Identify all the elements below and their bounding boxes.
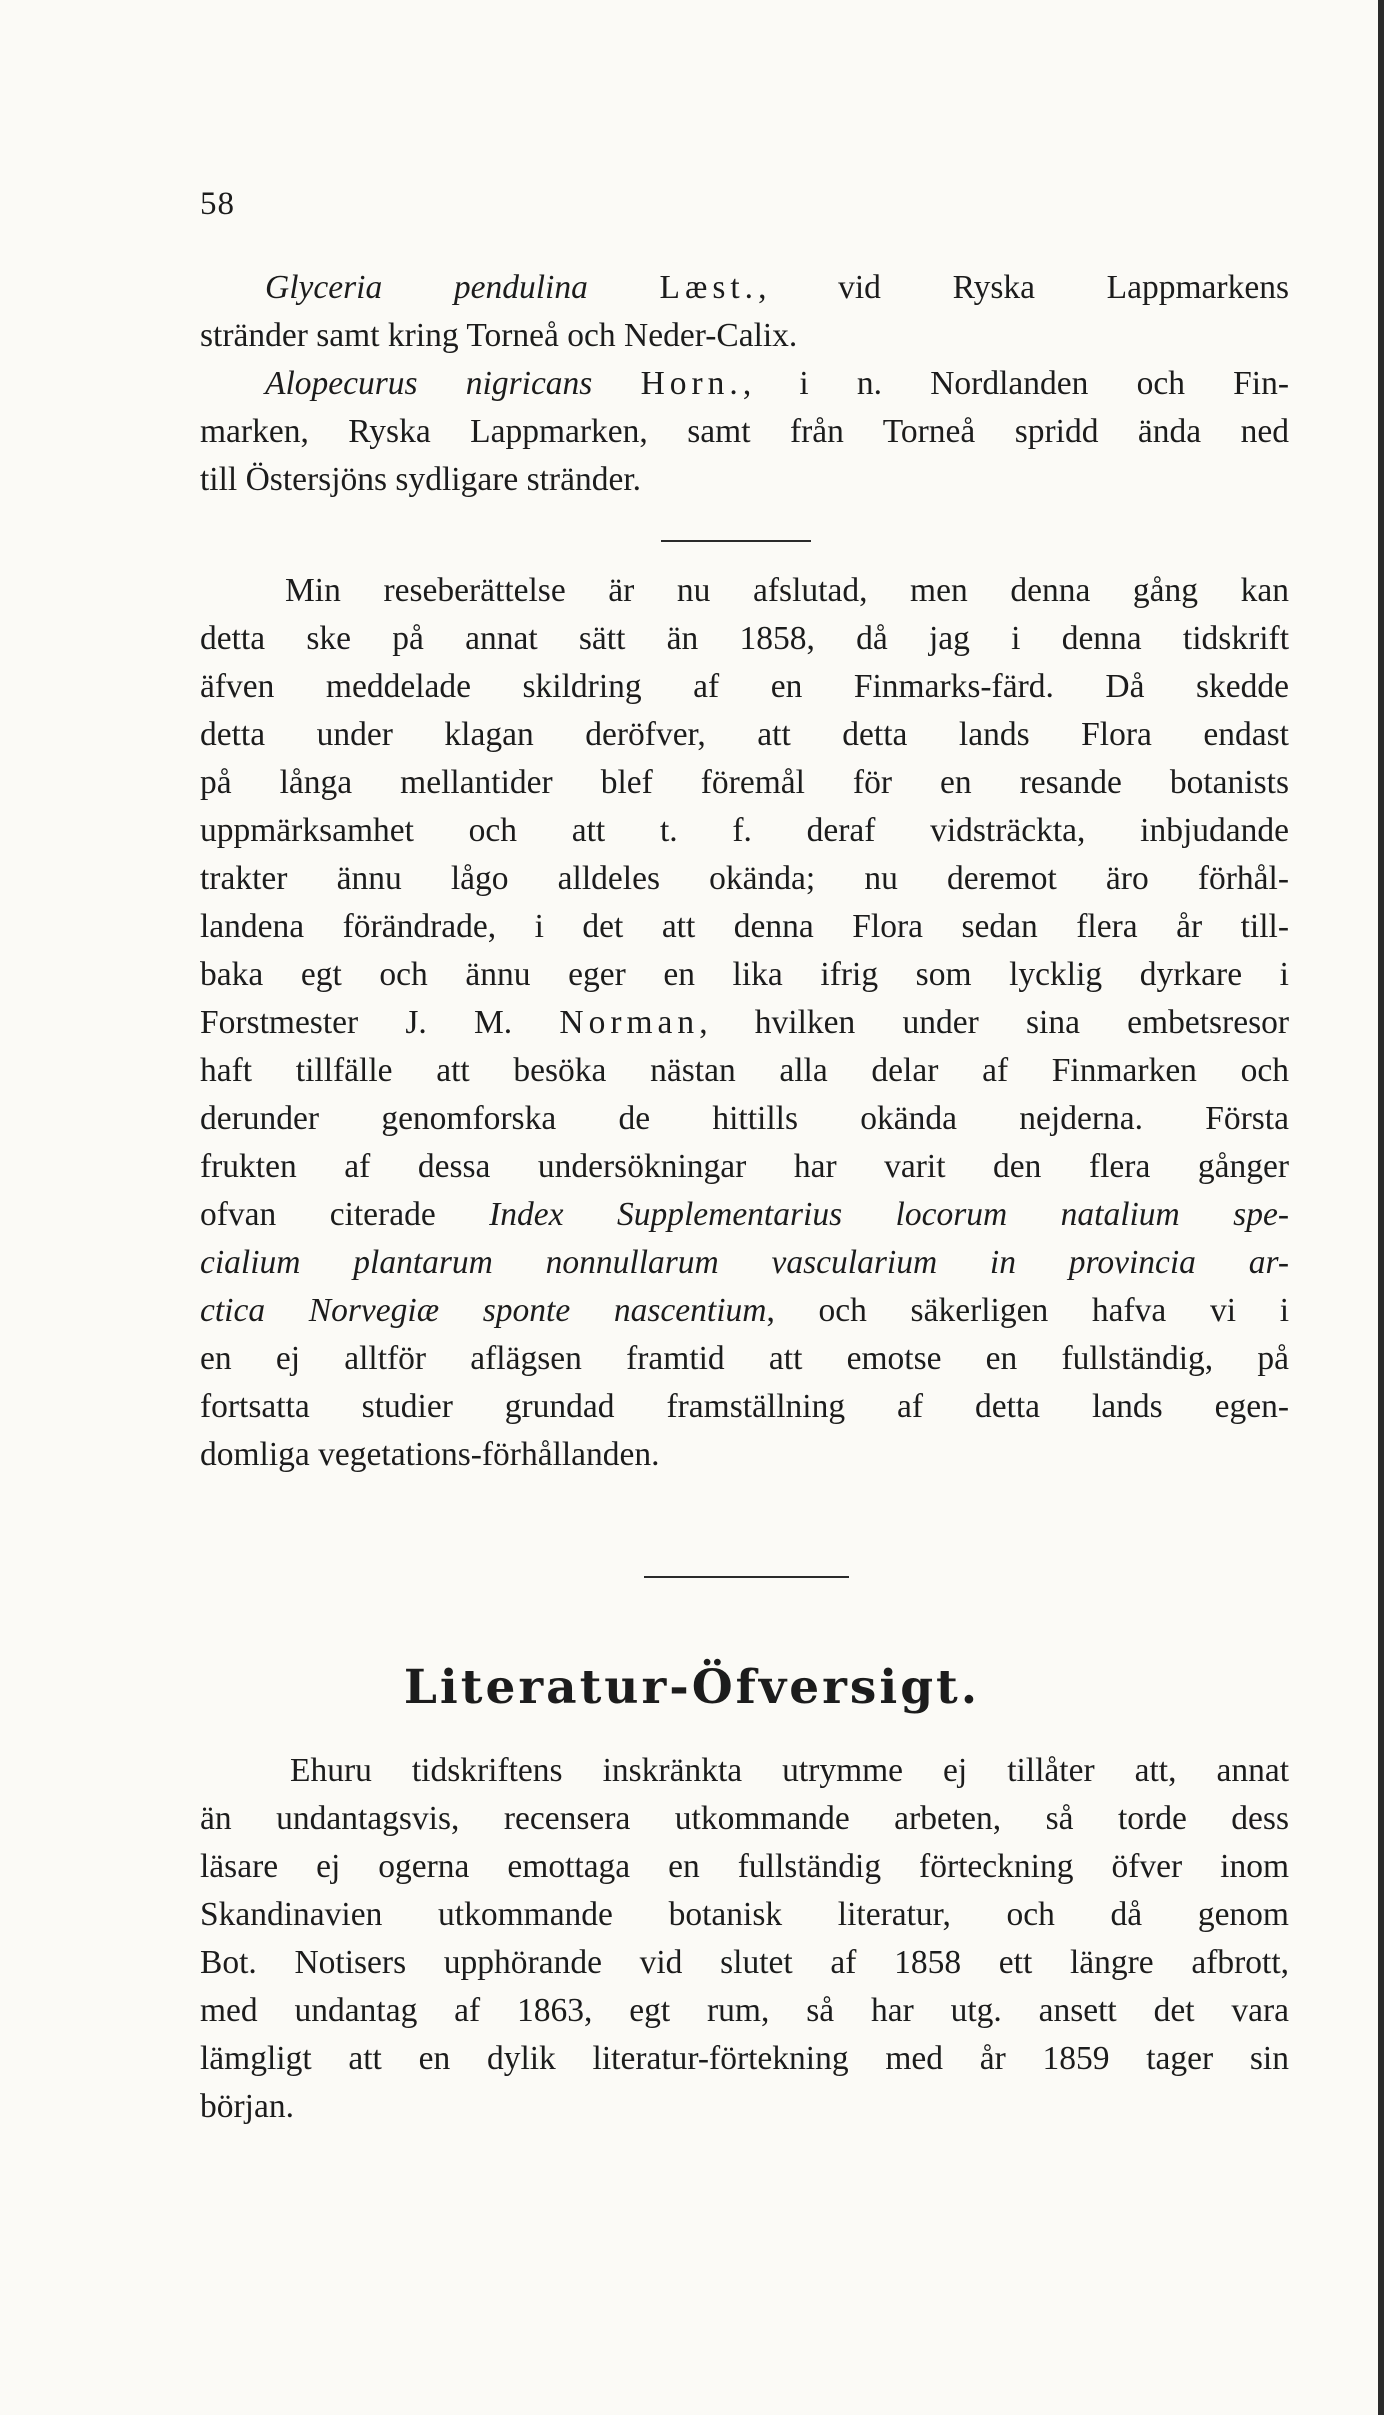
paragraph-line: med undantag af 1863, egt rum, så har utg. ansett det vara: [200, 1992, 1289, 2029]
literature-paragraph: [200, 1747, 1289, 2131]
species-entry-line: stränder samt kring Torneå och Neder-Calix.: [200, 317, 798, 354]
paragraph-line: ctica Norvegiæ sponte nascentium, och säkerligen hafva vi i: [200, 1292, 1289, 1329]
page-edge: [1378, 0, 1384, 2415]
journey-paragraph: [200, 567, 1289, 1479]
paragraph-line: landena förändrade, i det att denna Flora sedan flera år till-: [200, 908, 1289, 945]
section-heading: Literatur-Öfversigt.: [403, 1660, 981, 1715]
paragraph-line: en ej alltför aflägsen framtid att emotse en fullständig, på: [200, 1340, 1289, 1377]
person-name: Norman: [559, 1004, 700, 1041]
paragraph-line: derunder genomforska de hittills okända nejderna. Första: [200, 1100, 1289, 1137]
paragraph-line: ofvan citerade Index Supplementarius locorum natalium spe-: [200, 1196, 1289, 1233]
paragraph-line: haft tillfälle att besöka nästan alla delar af Finmarken och: [200, 1052, 1289, 1089]
cited-title: ctica Norvegiæ sponte nascentium: [200, 1292, 767, 1329]
species-list: [200, 264, 1289, 504]
paragraph-line: äfven meddelade skildring af en Finmarks-färd. Då skedde: [200, 668, 1289, 705]
paragraph-line: Ehuru tidskriftens inskränkta utrymme ej tillåter att, annat: [290, 1752, 1289, 1789]
paragraph-line: detta ske på annat sätt än 1858, då jag i denna tidskrift: [200, 620, 1289, 657]
paragraph-line: fortsatta studier grundad framställning af detta lands egen-: [200, 1388, 1289, 1425]
paragraph-line: början.: [200, 2088, 294, 2125]
paragraph-line: baka egt och ännu eger en lika ifrig som lycklig dyrkare i: [200, 956, 1289, 993]
paragraph-line: frukten af dessa undersökningar har varit den flera gånger: [200, 1148, 1289, 1185]
paragraph-line: lämgligt att en dylik literatur-förtekning med år 1859 tager sin: [200, 2040, 1289, 2077]
species-name: Alopecurus nigricans: [265, 365, 593, 402]
section-divider: [644, 1576, 849, 1578]
paragraph-line: Min reseberättelse är nu afslutad, men denna gång kan: [285, 572, 1289, 609]
paragraph-line: läsare ej ogerna emottaga en fullständig förteckning öfver inom: [200, 1848, 1289, 1885]
paragraph-line: domliga vegetations-förhållanden.: [200, 1436, 660, 1473]
paragraph-line: trakter ännu lågo alldeles okända; nu deremot äro förhål-: [200, 860, 1289, 897]
species-entry-line: Alopecurus nigricans Horn., i n. Nordlanden och Fin-: [265, 365, 1290, 402]
paragraph-line: detta under klagan deröfver, att detta lands Flora endast: [200, 716, 1289, 753]
section-divider: [661, 540, 811, 542]
page-number: 58: [200, 186, 235, 222]
species-entry-line: marken, Ryska Lappmarken, samt från Torneå spridd ända ned: [200, 413, 1289, 450]
species-name: Glyceria pendulina: [265, 269, 588, 306]
cited-title: cialium plantarum nonnullarum vascularium in provincia ar-: [200, 1244, 1289, 1281]
paragraph-line: Bot. Notisers upphörande vid slutet af 1858 ett längre afbrott,: [200, 1944, 1289, 1981]
paragraph-line: uppmärksamhet och att t. f. deraf vidsträckta, inbjudande: [200, 812, 1289, 849]
species-author: Horn.: [640, 365, 743, 402]
cited-title: Index Supplementarius locorum natalium spe-: [489, 1196, 1289, 1233]
paragraph-line: på långa mellantider blef föremål för en resande botanists: [200, 764, 1289, 801]
paragraph-line: [200, 1239, 1289, 1287]
species-author: Læst.: [659, 269, 759, 306]
paragraph-line: Forstmester J. M. Norman, hvilken under sina embetsresor: [200, 1004, 1290, 1041]
paragraph-line: Skandinavien utkommande botanisk literatur, och då genom: [200, 1896, 1289, 1933]
paragraph-line: än undantagsvis, recensera utkommande arbeten, så torde dess: [200, 1800, 1289, 1837]
species-entry-line: till Östersjöns sydligare stränder.: [200, 461, 642, 498]
species-entry-line: Glyceria pendulina Læst., vid Ryska Lappmarkens: [265, 269, 1289, 306]
